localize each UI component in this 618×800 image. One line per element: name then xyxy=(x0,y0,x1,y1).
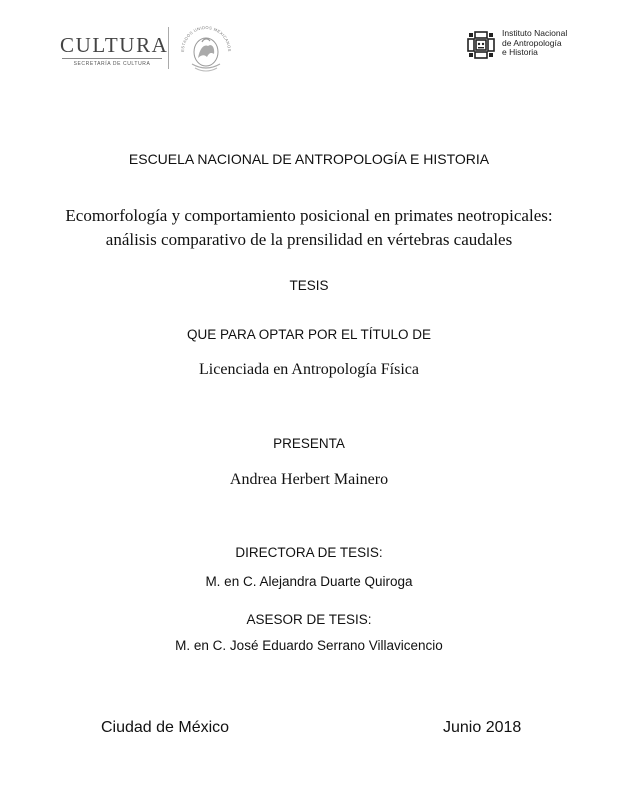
cultura-wordmark: CULTURA xyxy=(60,33,169,57)
thesis-title-line: análisis comparativo de la prensilidad en vértebras caudales xyxy=(105,230,513,249)
inah-name-line: Instituto Nacional xyxy=(502,28,568,38)
degree-intro: QUE PARA OPTAR POR EL TÍTULO DE xyxy=(186,327,432,342)
place: Ciudad de México xyxy=(101,719,230,736)
advisor-label: ASESOR DE TESIS: xyxy=(246,612,372,627)
seal-legend: ESTADOS UNIDOS MEXICANOS xyxy=(179,24,233,52)
director-label: DIRECTORA DE TESIS: xyxy=(235,545,383,560)
logo-divider xyxy=(168,27,169,69)
date: Junio 2018 xyxy=(443,719,522,736)
director-name: M. en C. Alejandra Duarte Quiroga xyxy=(205,574,413,589)
thesis-title xyxy=(0,204,618,252)
inah-name-line: e Historia xyxy=(502,47,538,57)
inah-name-line: de Antropología xyxy=(502,37,562,48)
thesis-title-line: Ecomorfología y comportamiento posicional en primates neotropicales: xyxy=(65,206,553,225)
author-name: Andrea Herbert Mainero xyxy=(229,471,389,488)
school-name: ESCUELA NACIONAL DE ANTROPOLOGÍA E HISTORIA xyxy=(128,151,490,167)
degree-name: Licenciada en Antropología Física xyxy=(199,361,419,378)
inah-logo-icon xyxy=(466,30,496,60)
thesis-label: TESIS xyxy=(289,278,329,293)
cultura-subtitle: SECRETARÍA DE CULTURA xyxy=(73,61,151,67)
mexican-coat-of-arms-seal-icon xyxy=(178,24,234,74)
advisor-name: M. en C. José Eduardo Serrano Villavicencio xyxy=(175,638,443,653)
presents-label: PRESENTA xyxy=(273,436,345,451)
cultura-rule xyxy=(62,58,162,59)
inah-name xyxy=(502,29,567,58)
